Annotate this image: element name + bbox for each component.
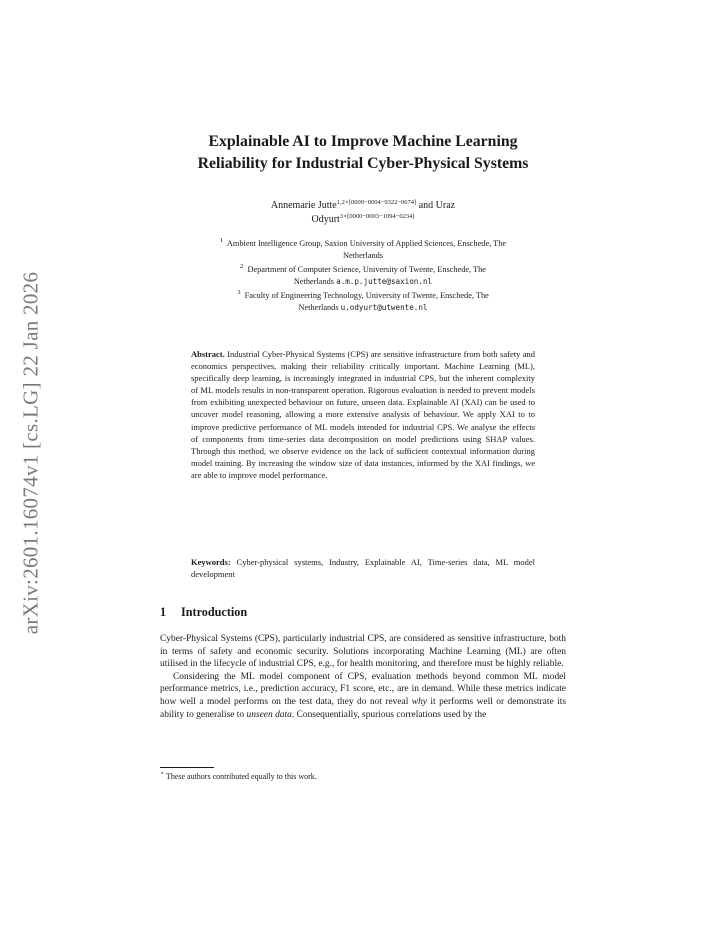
section-number: 1 [160, 605, 167, 619]
author-1-orcid: 1,2⋆[0009−0004−9322−0674] [336, 199, 417, 206]
section-heading [160, 605, 566, 620]
affiliation-2-line-1: Department of Computer Science, University of Twente, Enschede, The [247, 265, 486, 274]
affiliation-2-line-2: Netherlands [293, 277, 337, 287]
paragraph-2: Considering the ML model component of CPS, evaluation methods beyond common ML model performance metrics, i.e., prediction accuracy, F1 score, etc., are in demand. While these metrics indicate how well a model performs on the test data, they do not reveal why it performs well or demonstrate its ability to generalise to unseen data. Consequentially, spurious correlations used by the [160, 671, 566, 720]
paper-title [160, 131, 566, 175]
abstract-label: Abstract. [191, 349, 225, 359]
emphasis-unseen-data: unseen data [246, 709, 292, 720]
author-1-email[interactable]: a.m.p.jutte@saxion.nl [336, 277, 433, 287]
affiliation-2-number: 2 [240, 263, 244, 270]
author-2-name: Odyurt [311, 214, 340, 225]
author-line-1 [160, 199, 566, 213]
keywords-text: Cyber-physical systems, Industry, Explainable AI, Time-series data, ML model development [191, 557, 535, 580]
author-1-name: Annemarie Jutte [270, 200, 337, 211]
author-2-email[interactable]: u.odyurt@utwente.nl [340, 303, 428, 313]
arxiv-identifier [14, 262, 48, 644]
footnote-text: These authors contributed equally to this work. [164, 772, 317, 781]
title-line-2: Reliability for Industrial Cyber-Physical Systems [197, 155, 529, 172]
affiliation-3 [160, 290, 566, 315]
title-line-1: Explainable AI to Improve Machine Learning [208, 133, 518, 150]
author-line-2 [160, 213, 566, 227]
abstract [191, 348, 535, 481]
emphasis-why: why [411, 696, 427, 707]
affiliation-1 [160, 238, 566, 263]
affiliation-1-line-2: Netherlands [342, 251, 384, 261]
abstract-text: Industrial Cyber-Physical Systems (CPS) are sensitive infrastructure from both safety and economics perspectives, making their reliability critically important. Machine Learning (ML), specifically deep learning, is increasingly integrated in industrial CPS, but the inherent complexity of ML models results in non-transparent operation. Rigorous evaluation is needed to prevent models from exhibiting unexpected behaviour on future, unseen data. Explainable AI (XAI) can be used to uncover model reasoning, allowing a more extensive analysis of behaviour. We apply XAI to to improve predictive performance of ML models intended for industrial CPS. We analyse the effects of components from time-series data decomposition on model predictions using SHAP values. Through this method, we observe evidence on the lack of sufficient contextual information during model training. By increasing the window size of data instances, informed by the XAI findings, we are able to improve model performance. [191, 349, 535, 480]
affiliation-1-line-1: Ambient Intelligence Group, Saxion University of Applied Sciences, Enschede, The [226, 239, 507, 248]
affiliation-2 [160, 264, 566, 289]
footnote-rule [160, 767, 214, 768]
section-title: Introduction [181, 605, 248, 619]
affiliation-1-number: 1 [219, 237, 224, 244]
author-2-orcid: 3⋆[0000−0003−1094−0234] [339, 213, 415, 220]
affiliation-3-number: 3 [237, 289, 241, 296]
arxiv-identifier-text: arXiv:2601.16074v1 [cs.LG] 22 Jan 2026 [18, 271, 43, 635]
keywords [191, 556, 535, 580]
paragraph-1: Cyber-Physical Systems (CPS), particularly industrial CPS, are considered as sensitive infrastructure, both in terms of safety and economic security. Solutions incorporating Machine Learning (ML) are often utilised in the lifecycle of industrial CPS, e.g., for health monitoring, and therefore must be highly reliable. [160, 634, 566, 670]
affiliation-3-line-1: Faculty of Engineering Technology, University of Twente, Enschede, The [244, 291, 489, 300]
author-conjunction: and Uraz [416, 200, 456, 211]
affiliation-3-line-2: Netherlands [298, 303, 341, 313]
footnote [160, 771, 566, 782]
footnote-mark: ⋆ [160, 770, 165, 777]
keywords-label: Keywords: [191, 557, 231, 567]
introduction-body [160, 633, 566, 721]
author-block [160, 199, 566, 227]
